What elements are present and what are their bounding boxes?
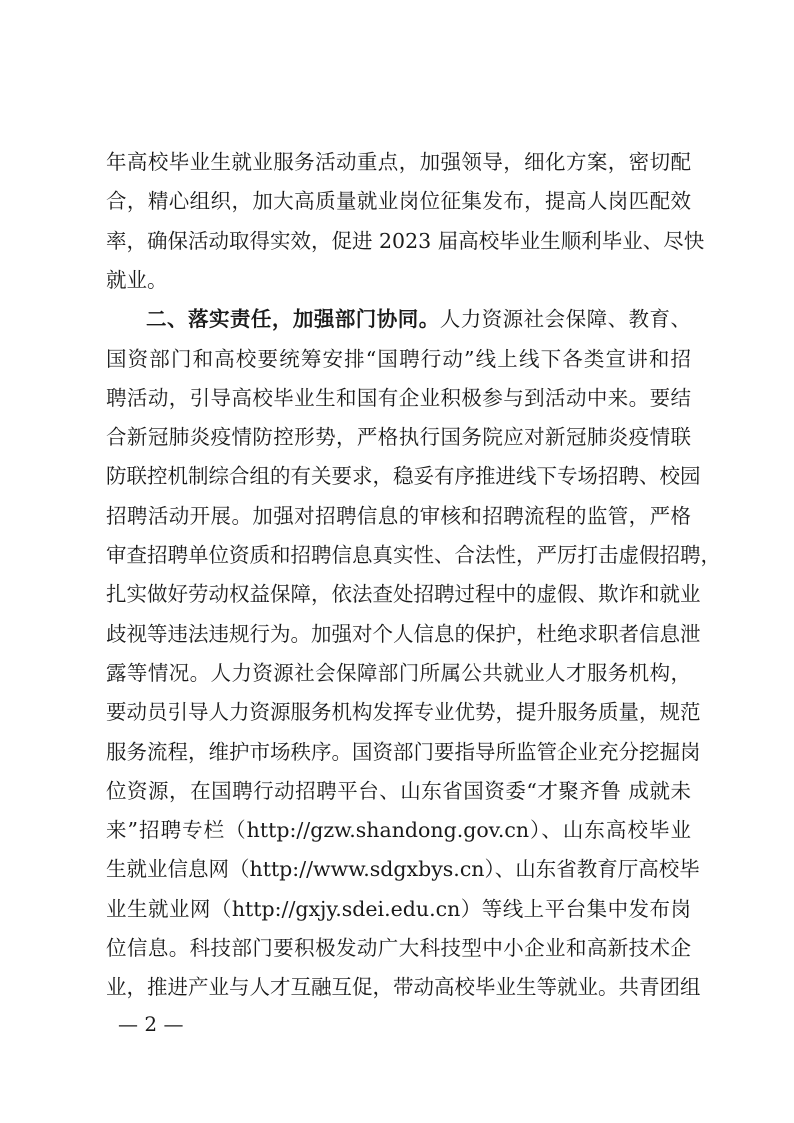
body-line-7: 聘活动，引导高校毕业生和国有企业积极参与到活动中来。要结 (106, 385, 691, 410)
body-line-3: 率，确保活动取得实效，促进 2023 届高校毕业生顺利毕业、尽快 (106, 228, 705, 253)
body-line-10: 招聘活动开展。加强对招聘信息的审核和招聘流程的监管，严格 (106, 503, 691, 528)
body-line-18: 来”招聘专栏（http://gzw.shandong.gov.cn）、山东高校毕业 (106, 818, 691, 843)
body-line-15: 要动员引导人力资源服务机构发挥专业优势，提升服务质量，规范 (106, 700, 701, 725)
body-line-21: 位信息。科技部门要积极发动广大科技型中小企业和高新技术企 (106, 936, 691, 960)
section-heading-rest: 人力资源社会保障、教育、 (439, 307, 692, 332)
body-line-12: 扎实做好劳动权益保障，依法查处招聘过程中的虚假、欺诈和就业 (106, 582, 701, 607)
body-line-14: 露等情况。人力资源社会保障部门所属公共就业人才服务机构， (106, 660, 691, 685)
body-line-2: 合，精心组织，加大高质量就业岗位征集发布，提高人岗匹配效 (106, 189, 691, 214)
body-line-8: 合新冠肺炎疫情防控形势，严格执行国务院应对新冠肺炎疫情联 (106, 425, 691, 450)
body-line-1: 年高校毕业生就业服务活动重点，加强领导，细化方案，密切配 (106, 150, 691, 174)
page-number: — 2 — (118, 1012, 184, 1036)
body-line-6: 国资部门和高校要统筹安排“国聘行动”线上线下各类宣讲和招 (106, 346, 691, 371)
body-line-17: 位资源，在国聘行动招聘平台、山东省国资委“才聚齐鲁 成就未 (106, 778, 691, 803)
section-heading-line (146, 299, 691, 339)
body-line-13: 歧视等违法违规行为。加强对个人信息的保护，杜绝求职者信息泄 (106, 621, 701, 646)
body-line-19: 生就业信息网（http://www.sdgxbys.cn）、山东省教育厅高校毕 (106, 857, 700, 882)
body-line-9: 防联控机制综合组的有关要求，稳妥有序推进线下专场招聘、校园 (106, 464, 701, 489)
body-line-16: 服务流程，维护市场秩序。国资部门要指导所监管企业充分挖掘岗 (106, 739, 701, 764)
body-line-22: 业，推进产业与人才互融互促，带动高校毕业生等就业。共青团组 (106, 975, 701, 1000)
section-heading: 二、落实责任，加强部门协同。 (146, 307, 440, 332)
body-line-20: 业生就业网（http://gxjy.sdei.edu.cn）等线上平台集中发布岗 (106, 896, 691, 921)
body-line-11: 审查招聘单位资质和招聘信息真实性、合法性，严厉打击虚假招聘， (106, 543, 721, 567)
body-line-4: 就业。 (106, 267, 168, 292)
